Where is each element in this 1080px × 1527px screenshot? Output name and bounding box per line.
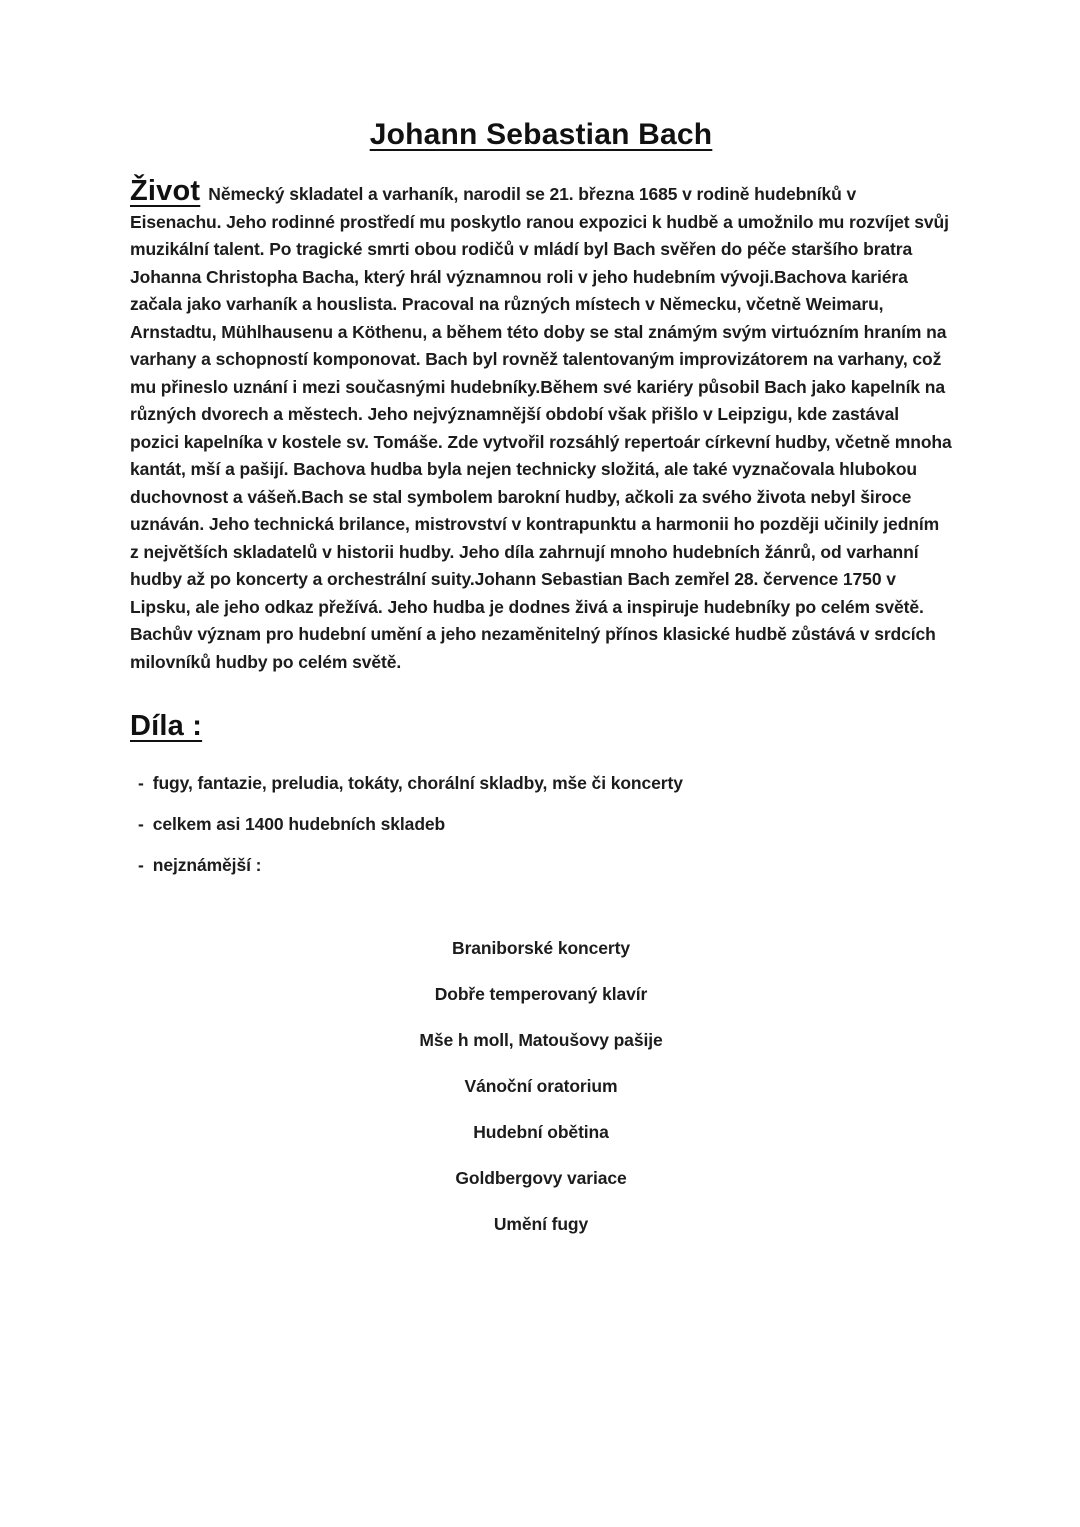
- list-item: [138, 814, 952, 835]
- list-item-text: fugy, fantazie, preludia, tokáty, chorální skladby, mše či koncerty: [152, 773, 683, 793]
- work-item: Umění fugy: [493, 1214, 589, 1234]
- list-item-marker: -: [138, 814, 144, 834]
- works-list: [130, 938, 952, 1235]
- list-item: [138, 773, 952, 794]
- zivot-paragraph: [130, 175, 952, 676]
- list-item-marker: -: [138, 773, 144, 793]
- work-item: Vánoční oratorium: [464, 1076, 618, 1096]
- work-item: Hudební obětina: [473, 1122, 609, 1142]
- work-item: Goldbergovy variace: [455, 1168, 627, 1188]
- list-item-text: nejznámější :: [152, 855, 262, 875]
- work-item: Braniborské koncerty: [452, 938, 630, 958]
- document-title-text: Johann Sebastian Bach: [369, 118, 713, 151]
- work-item: Dobře temperovaný klavír: [434, 984, 648, 1004]
- dila-list: [130, 773, 952, 876]
- dila-heading: [130, 710, 952, 743]
- list-item: [138, 855, 952, 876]
- zivot-text: Německý skladatel a varhaník, narodil se 21. března 1685 v rodině hudebníků v Eisenachu. Jeho rodinné prostředí mu poskytlo ranou expozici k hudbě a umožnilo mu rozvíjet svůj muzikální talent. Po tragické smrti obou rodičů v mládí byl Bach svěřen do péče staršího bratra Johanna Christopha Bacha, který hrál významnou roli v jeho hudebním vývoji.Bachova kariéra začala jako varhaník a houslista. Pracoval na různých místech v Německu, včetně Weimaru, Arnstadtu, Mühlhausenu a Köthenu, a během této doby se stal známým svým virtuózním hraním na varhany a schopností komponovat. Bach byl rovněž talentovaným improvizátorem na varhany, což mu přineslo uznání i mezi současnými hudebníky.Během své kariéry působil Bach jako kapelník na různých dvorech a městech. Jeho nejvýznamnější období však přišlo v Leipzigu, kde zastával pozici kapelníka v kostele sv. Tomáše. Zde vytvořil rozsáhlý repertoár církevní hudby, včetně mnoha kantát, mší a pašijí. Bachova hudba byla nejen technicky složitá, ale také vyznačovala hlubokou duchovnost a vášeň.Bach se stal symbolem barokní hudby, ačkoli za svého života nebyl široce uznáván. Jeho technická brilance, mistrovství v kontrapunktu a harmonii ho později učinily jedním z největších skladatelů v historii hudby. Jeho díla zahrnují mnoho hudebních žánrů, od varhanní hudby až po koncerty a orchestrální suity.Johann Sebastian Bach zemřel 28. července 1750 v Lipsku, ale jeho odkaz přežívá. Jeho hudba je dodnes živá a inspiruje hudebníky po celém světě. Bachův význam pro hudební umění a jeho nezaměnitelný přínos klasické hudbě zůstává v srdcích milovníků hudby po celém světě.: [130, 184, 952, 672]
- dila-heading-text: Díla :: [130, 710, 203, 742]
- work-item: Mše h moll, Matoušovy pašije: [419, 1030, 663, 1050]
- document-title: [130, 118, 952, 152]
- zivot-heading: Život: [130, 175, 201, 207]
- list-item-marker: -: [138, 855, 144, 875]
- list-item-text: celkem asi 1400 hudebních skladeb: [152, 814, 446, 834]
